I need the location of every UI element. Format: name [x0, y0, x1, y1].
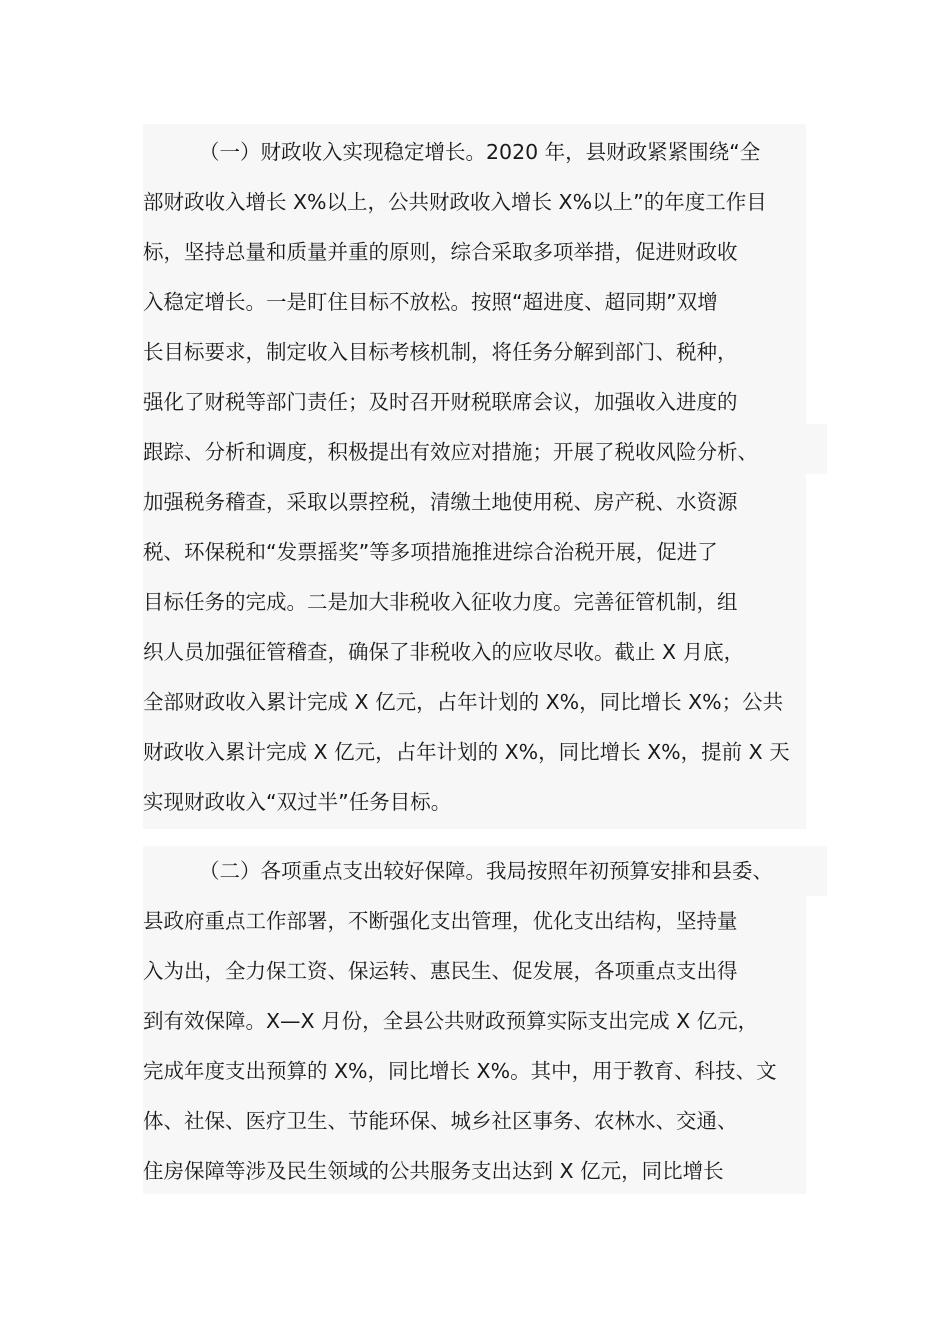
text-line: 入稳定增长。一是盯住目标不放松。按照“超进度、超同期”双增: [143, 290, 718, 314]
text-line: 标，坚持总量和质量并重的原则，综合采取多项举措，促进财政收: [143, 240, 738, 264]
text-line: 跟踪、分析和调度，积极提出有效应对措施；开展了税收风险分析、: [143, 440, 758, 464]
line-overhang: [805, 846, 827, 896]
text-line: 税、环保税和“发票摇奖”等多项措施推进综合治税开展，促进了: [143, 540, 718, 564]
text-line: 目标任务的完成。二是加大非税收入征收力度。完善征管机制，组: [143, 590, 738, 614]
text-line: 住房保障等涉及民生领域的公共服务支出达到 X 亿元，同比增长: [143, 1159, 724, 1183]
line-overhang: [805, 424, 827, 474]
text-line: 织人员加强征管稽查，确保了非税收入的应收尽收。截止 X 月底，: [143, 640, 745, 664]
text-line: 长目标要求，制定收入目标考核机制，将任务分解到部门、税种，: [143, 340, 738, 364]
text-line: 县政府重点工作部署，不断强化支出管理，优化支出结构，坚持量: [143, 909, 738, 933]
paragraph-fiscal-revenue: [143, 124, 806, 829]
text-line: 体、社保、医疗卫生、节能环保、城乡社区事务、农林水、交通、: [143, 1109, 738, 1133]
text-line: 财政收入累计完成 X 亿元，占年计划的 X%，同比增长 X%，提前 X 天: [143, 740, 790, 764]
text-line: 全部财政收入累计完成 X 亿元，占年计划的 X%，同比增长 X%；公共: [143, 690, 784, 714]
text-line: （二）各项重点支出较好保障。我局按照年初预算安排和县委、: [199, 859, 773, 883]
text-line: 完成年度支出预算的 X%，同比增长 X%。其中，用于教育、科技、文: [143, 1059, 777, 1083]
text-line: 到有效保障。X—X 月份，全县公共财政预算实际支出完成 X 亿元，: [143, 1009, 759, 1033]
text-line: 部财政收入增长 X%以上，公共财政收入增长 X%以上”的年度工作目: [143, 190, 767, 214]
paragraph-key-expenditure: [143, 846, 806, 1194]
text-line: 实现财政收入“双过半”任务目标。: [143, 790, 452, 814]
text-line: 强化了财税等部门责任；及时召开财税联席会议，加强收入进度的: [143, 390, 738, 414]
text-line: （一）财政收入实现稳定增长。2020 年，县财政紧紧围绕“全: [199, 140, 761, 164]
text-line: 加强税务稽查，采取以票控税，清缴土地使用税、房产税、水资源: [143, 490, 738, 514]
text-line: 入为出，全力保工资、保运转、惠民生、促发展，各项重点支出得: [143, 959, 738, 983]
